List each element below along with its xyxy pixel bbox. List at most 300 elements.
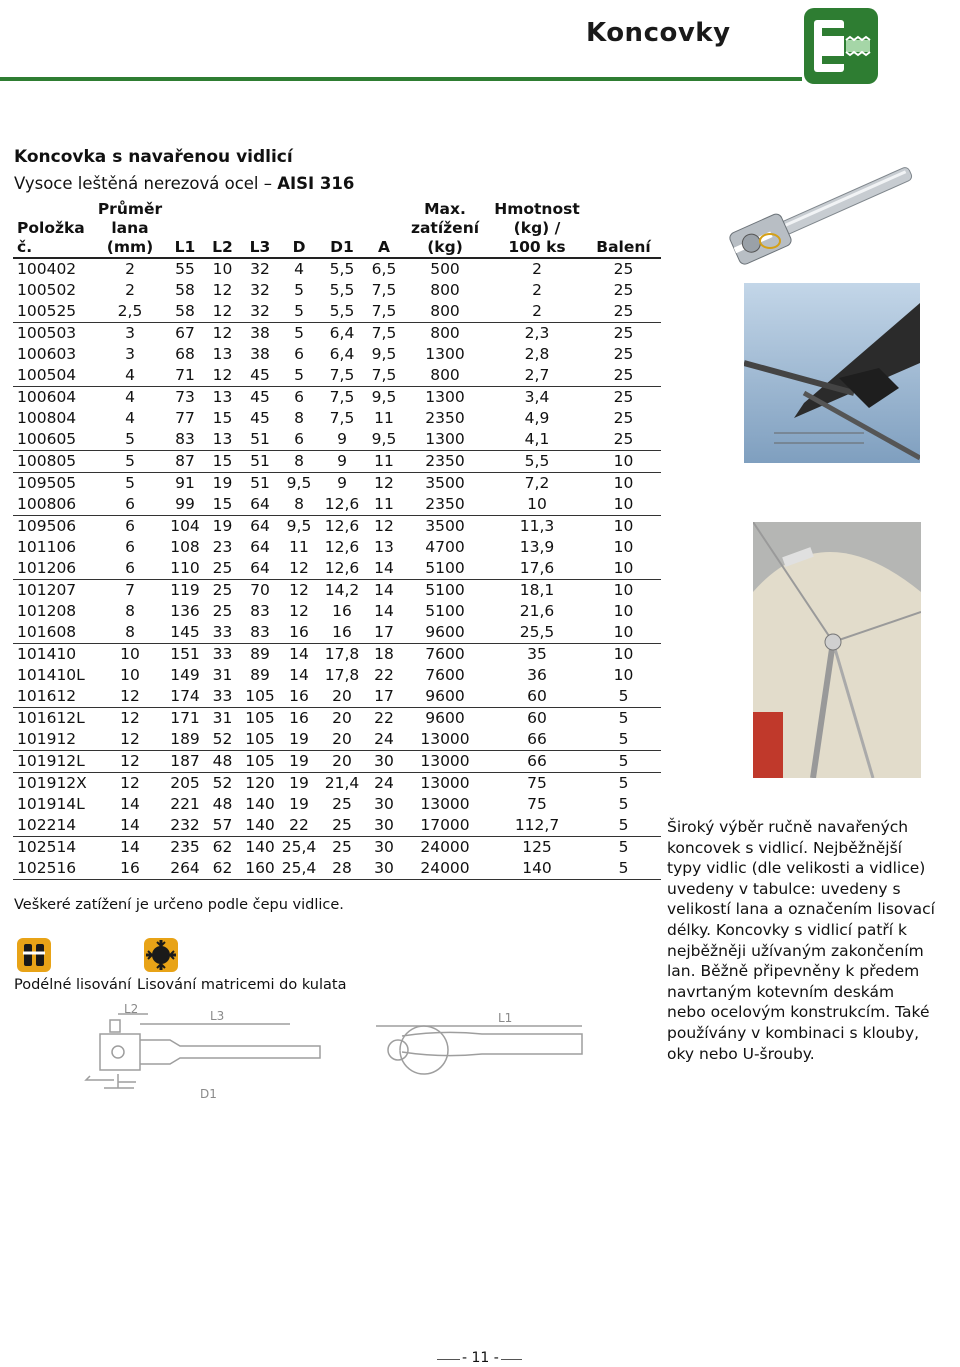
table-cell: 4,1	[524, 430, 550, 448]
table-cell: 12,6	[324, 517, 360, 535]
table-cell: 2350	[425, 409, 465, 427]
table-row	[13, 686, 661, 708]
table-row	[13, 858, 661, 880]
table-cell: 3500	[425, 517, 465, 535]
table-cell: 101612	[17, 687, 77, 705]
table-cell: 16	[120, 859, 140, 877]
table-cell: 235	[170, 838, 200, 856]
table-cell: 6	[294, 345, 304, 363]
table-row	[13, 451, 661, 473]
table-cell: 25	[332, 816, 352, 834]
table-cell: 32	[250, 260, 270, 278]
column-header	[318, 200, 366, 258]
table-cell: 8	[125, 623, 135, 641]
table-cell: 151	[170, 645, 200, 663]
table-cell: 100806	[17, 495, 77, 513]
table-cell: 5	[618, 859, 629, 877]
table-cell: 100805	[17, 452, 77, 470]
table-cell: 7	[125, 581, 135, 599]
table-cell: 104	[170, 517, 200, 535]
column-header	[366, 200, 402, 258]
description-text: Široký výběr ručně navařených koncovek s vidlicí. Nejběžnější typy vidlic (dle velikosti a vidlice) uvedeny v tabulce: uvedeny s velikostí lana a označením lisovací délky. Koncovky s vidlicí patří k nejběžněji užívaným zakončením lan. Běžně připevněny k předem navrtaným kotevním deskám nebo ocelovým konstrukcím. Také používány v kombinaci s klouby, oky nebo U-šrouby.	[667, 818, 935, 1063]
table-cell: 4	[125, 388, 135, 406]
table-cell: 10	[120, 645, 140, 663]
header-rule	[0, 77, 802, 81]
table-cell: 17	[374, 687, 394, 705]
table-cell: 14	[374, 581, 394, 599]
table-cell: 25	[613, 281, 634, 299]
table-cell: 19	[212, 474, 233, 492]
column-header-line: Průměr	[97, 200, 163, 218]
table-cell: 6	[294, 430, 304, 448]
table-cell: 66	[527, 730, 547, 748]
table-row	[13, 537, 661, 558]
table-cell: 12	[120, 752, 140, 770]
table-cell: 10	[613, 452, 634, 470]
table-cell: 136	[170, 602, 200, 620]
table-cell: 7,5	[329, 388, 355, 406]
table-cell: 105	[245, 687, 275, 705]
table-cell: 51	[250, 452, 270, 470]
table-cell: 205	[170, 774, 200, 792]
table-cell: 16	[289, 709, 309, 727]
table-cell: 14	[120, 816, 140, 834]
table-cell: 4	[125, 366, 135, 384]
column-header	[586, 200, 661, 258]
table-cell: 5100	[425, 581, 465, 599]
table-cell: 5	[618, 816, 629, 834]
table-cell: 189	[170, 730, 200, 748]
table-cell: 800	[430, 366, 460, 384]
table-cell: 5	[618, 774, 629, 792]
table-cell: 8	[294, 409, 304, 427]
column-header-line: (kg)	[427, 238, 463, 256]
table-cell: 101207	[17, 581, 77, 599]
table-cell: 18,1	[519, 581, 555, 599]
table-cell: 125	[522, 838, 552, 856]
table-cell: 5,5	[329, 260, 355, 278]
table-cell: 14,2	[324, 581, 360, 599]
table-cell: 6,4	[329, 345, 355, 363]
table-cell: 8	[294, 452, 304, 470]
table-cell: 9,5	[286, 474, 312, 492]
table-cell: 9,5	[371, 388, 397, 406]
column-header-line: (kg) /	[513, 219, 561, 237]
table-cell: 5	[125, 452, 135, 470]
column-header-line: lana	[111, 219, 149, 237]
table-cell: 75	[527, 774, 547, 792]
page-number: - 11 -	[462, 1350, 499, 1366]
subtitle-material: AISI 316	[277, 174, 355, 193]
table-cell: 105	[245, 730, 275, 748]
table-cell: 21,4	[324, 774, 360, 792]
table-cell: 22	[289, 816, 309, 834]
table-cell: 102514	[17, 838, 77, 856]
table-row	[13, 473, 661, 495]
spec-table-body	[13, 258, 661, 880]
table-cell: 83	[175, 430, 195, 448]
table-row	[13, 601, 661, 622]
table-cell: 6,4	[329, 324, 355, 342]
table-row	[13, 751, 661, 773]
table-cell: 149	[170, 666, 200, 684]
table-cell: 100402	[17, 260, 77, 278]
table-cell: 12,6	[324, 559, 360, 577]
table-row	[13, 280, 661, 301]
table-cell: 18	[374, 645, 394, 663]
table-cell: 15	[212, 452, 233, 470]
table-cell: 2350	[425, 452, 465, 470]
table-cell: 16	[332, 623, 352, 641]
table-cell: 70	[250, 581, 270, 599]
installation-photo-1	[744, 283, 920, 463]
table-cell: 12	[120, 730, 140, 748]
dimension-drawing	[0, 1000, 650, 1130]
dim-label-l2: L2	[124, 1002, 139, 1016]
column-header-line: L1	[174, 238, 196, 256]
table-cell: 1300	[425, 388, 465, 406]
fork-terminal-photo	[722, 155, 922, 270]
table-row	[13, 323, 661, 345]
table-cell: 2350	[425, 495, 465, 513]
column-header-line: Max.	[424, 200, 466, 218]
table-cell: 64	[250, 538, 270, 556]
table-cell: 25	[613, 260, 634, 278]
table-cell: 14	[120, 838, 140, 856]
table-cell: 25	[613, 388, 634, 406]
page-title: Koncovky	[586, 18, 731, 48]
table-header-row	[13, 200, 661, 258]
table-cell: 73	[175, 388, 195, 406]
column-header-line: č.	[17, 238, 33, 256]
table-cell: 100502	[17, 281, 77, 299]
table-cell: 20	[332, 730, 352, 748]
table-cell: 14	[374, 559, 394, 577]
table-cell: 13000	[420, 774, 470, 792]
table-cell: 19	[289, 795, 309, 813]
table-cell: 101206	[17, 559, 77, 577]
table-cell: 5	[125, 430, 135, 448]
table-row	[13, 558, 661, 580]
table-cell: 25	[332, 795, 352, 813]
table-cell: 30	[374, 859, 394, 877]
table-cell: 25	[613, 366, 634, 384]
table-cell: 5	[618, 752, 629, 770]
table-cell: 101106	[17, 538, 77, 556]
table-cell: 101608	[17, 623, 77, 641]
table-cell: 11	[289, 538, 309, 556]
table-cell: 102516	[17, 859, 77, 877]
table-row	[13, 429, 661, 451]
table-cell: 13,9	[519, 538, 555, 556]
table-cell: 145	[170, 623, 200, 641]
table-cell: 9600	[425, 709, 465, 727]
table-cell: 60	[527, 709, 547, 727]
table-cell: 2,7	[524, 366, 550, 384]
table-cell: 19	[289, 730, 309, 748]
table-row	[13, 644, 661, 666]
table-row	[13, 708, 661, 730]
table-row	[13, 665, 661, 686]
table-cell: 9,5	[371, 345, 397, 363]
table-cell: 66	[527, 752, 547, 770]
table-cell: 48	[212, 795, 233, 813]
table-cell: 1300	[425, 430, 465, 448]
table-cell: 13	[374, 538, 394, 556]
table-cell: 12	[212, 302, 233, 320]
dim-label-d1: D1	[200, 1087, 217, 1101]
table-cell: 25	[613, 324, 634, 342]
table-cell: 36	[527, 666, 547, 684]
table-cell: 25,4	[281, 838, 317, 856]
table-cell: 15	[212, 495, 233, 513]
table-cell: 100804	[17, 409, 77, 427]
table-cell: 16	[289, 623, 309, 641]
table-cell: 5,5	[524, 452, 550, 470]
table-cell: 64	[250, 559, 270, 577]
table-cell: 5,5	[329, 302, 355, 320]
table-cell: 108	[170, 538, 200, 556]
table-cell: 9600	[425, 623, 465, 641]
table-row	[13, 344, 661, 365]
table-cell: 20	[332, 752, 352, 770]
table-cell: 174	[170, 687, 200, 705]
table-cell: 12	[289, 602, 309, 620]
table-cell: 10	[613, 666, 634, 684]
table-cell: 10	[613, 602, 634, 620]
column-header-line: A	[378, 238, 390, 256]
table-cell: 10	[613, 623, 634, 641]
table-cell: 800	[430, 302, 460, 320]
table-cell: 5	[618, 838, 629, 856]
table-row	[13, 622, 661, 644]
table-cell: 45	[250, 409, 270, 427]
table-cell: 7,5	[329, 366, 355, 384]
table-cell: 25	[332, 838, 352, 856]
table-cell: 24000	[420, 859, 470, 877]
table-cell: 20	[332, 709, 352, 727]
table-cell: 101410L	[17, 666, 85, 684]
table-cell: 7,5	[371, 281, 397, 299]
table-row	[13, 387, 661, 409]
table-cell: 24	[374, 774, 394, 792]
table-cell: 14	[289, 645, 309, 663]
table-cell: 6	[125, 495, 135, 513]
table-cell: 23	[212, 538, 233, 556]
table-cell: 105	[245, 752, 275, 770]
table-cell: 38	[250, 345, 270, 363]
table-cell: 12	[289, 581, 309, 599]
table-cell: 5	[618, 730, 629, 748]
table-cell: 101208	[17, 602, 77, 620]
table-cell: 25,4	[281, 859, 317, 877]
table-cell: 101914L	[17, 795, 85, 813]
table-cell: 7,5	[371, 366, 397, 384]
table-cell: 9600	[425, 687, 465, 705]
table-cell: 24	[374, 730, 394, 748]
table-cell: 10	[613, 517, 634, 535]
section-subtitle	[14, 174, 354, 193]
table-cell: 221	[170, 795, 200, 813]
table-cell: 17,8	[324, 645, 360, 663]
dim-label-l1: L1	[498, 1011, 513, 1025]
table-cell: 35	[527, 645, 547, 663]
column-header-line: L3	[249, 238, 271, 256]
table-cell: 171	[170, 709, 200, 727]
column-header-line: D1	[330, 238, 354, 256]
table-cell: 264	[170, 859, 200, 877]
table-cell: 48	[212, 752, 233, 770]
table-cell: 9	[337, 474, 347, 492]
table-cell: 109505	[17, 474, 77, 492]
table-row	[13, 408, 661, 429]
table-cell: 12,6	[324, 495, 360, 513]
table-cell: 5,5	[329, 281, 355, 299]
table-cell: 58	[175, 302, 195, 320]
load-note: Veškeré zatížení je určeno podle čepu vidlice.	[14, 897, 344, 913]
table-cell: 5100	[425, 559, 465, 577]
table-cell: 5100	[425, 602, 465, 620]
table-cell: 25	[212, 559, 233, 577]
table-cell: 2	[125, 260, 135, 278]
table-cell: 30	[374, 752, 394, 770]
column-header	[165, 200, 205, 258]
table-cell: 11	[374, 409, 394, 427]
table-cell: 101912	[17, 730, 77, 748]
table-cell: 3	[125, 324, 135, 342]
table-cell: 30	[374, 795, 394, 813]
table-cell: 9	[337, 430, 347, 448]
table-cell: 99	[175, 495, 195, 513]
table-cell: 12,6	[324, 538, 360, 556]
table-cell: 52	[212, 774, 233, 792]
table-cell: 12	[374, 517, 394, 535]
table-cell: 51	[250, 474, 270, 492]
table-cell: 16	[332, 602, 352, 620]
column-header	[280, 200, 318, 258]
table-cell: 4,9	[524, 409, 550, 427]
column-header-line: D	[292, 238, 306, 256]
table-cell: 10	[613, 538, 634, 556]
table-cell: 62	[212, 838, 233, 856]
table-cell: 140	[245, 838, 275, 856]
table-row	[13, 301, 661, 323]
table-row	[13, 794, 661, 815]
table-cell: 12	[212, 366, 233, 384]
table-cell: 89	[250, 645, 270, 663]
table-cell: 12	[289, 559, 309, 577]
table-cell: 12	[120, 709, 140, 727]
table-cell: 11	[374, 452, 394, 470]
table-cell: 15	[212, 409, 233, 427]
table-cell: 100605	[17, 430, 77, 448]
table-cell: 3,4	[524, 388, 550, 406]
column-header	[95, 200, 165, 258]
table-cell: 2	[532, 281, 542, 299]
table-cell: 9,5	[371, 430, 397, 448]
table-cell: 160	[245, 859, 275, 877]
table-cell: 7,5	[329, 409, 355, 427]
table-cell: 45	[250, 388, 270, 406]
round-press-label: Lisování matricemi do kulata	[137, 977, 347, 993]
table-cell: 62	[212, 859, 233, 877]
table-cell: 33	[212, 645, 233, 663]
table-cell: 17,6	[519, 559, 555, 577]
table-cell: 68	[175, 345, 195, 363]
table-cell: 12	[120, 687, 140, 705]
table-cell: 2,8	[524, 345, 550, 363]
table-cell: 91	[175, 474, 195, 492]
table-cell: 800	[430, 324, 460, 342]
column-header	[13, 200, 95, 258]
table-cell: 21,6	[519, 602, 555, 620]
table-cell: 51	[250, 430, 270, 448]
table-row	[13, 815, 661, 837]
table-cell: 5	[294, 302, 304, 320]
table-cell: 5	[294, 366, 304, 384]
table-cell: 13000	[420, 795, 470, 813]
table-cell: 25	[613, 409, 634, 427]
table-cell: 10	[120, 666, 140, 684]
table-cell: 100525	[17, 302, 77, 320]
table-cell: 87	[175, 452, 195, 470]
table-cell: 10	[613, 474, 634, 492]
table-cell: 14	[120, 795, 140, 813]
column-header-line: L2	[212, 238, 233, 256]
installation-photo-2	[753, 522, 921, 778]
table-row	[13, 258, 661, 280]
table-cell: 187	[170, 752, 200, 770]
subtitle-prefix: Vysoce leštěná nerezová ocel –	[14, 174, 278, 193]
table-cell: 60	[527, 687, 547, 705]
table-cell: 7600	[425, 645, 465, 663]
table-cell: 4	[294, 260, 304, 278]
table-cell: 101612L	[17, 709, 85, 727]
column-header	[402, 200, 488, 258]
table-cell: 101410	[17, 645, 77, 663]
longitudinal-press-label: Podélné lisování	[14, 977, 132, 993]
table-cell: 120	[245, 774, 275, 792]
table-cell: 14	[289, 666, 309, 684]
longitudinal-press-icon	[16, 937, 52, 973]
table-row	[13, 365, 661, 387]
table-cell: 77	[175, 409, 195, 427]
table-row	[13, 516, 661, 538]
round-press-icon	[143, 937, 179, 973]
table-cell: 101912L	[17, 752, 85, 770]
table-cell: 89	[250, 666, 270, 684]
section-title: Koncovka s navařenou vidlicí	[14, 147, 293, 167]
table-cell: 45	[250, 366, 270, 384]
table-cell: 13	[212, 345, 233, 363]
table-cell: 5	[618, 709, 629, 727]
table-cell: 13000	[420, 730, 470, 748]
table-cell: 31	[212, 666, 233, 684]
table-cell: 110	[170, 559, 200, 577]
table-cell: 13000	[420, 752, 470, 770]
column-header	[488, 200, 586, 258]
table-cell: 5	[618, 687, 629, 705]
table-cell: 11	[374, 495, 394, 513]
table-cell: 32	[250, 302, 270, 320]
table-cell: 71	[175, 366, 195, 384]
table-cell: 6	[125, 517, 135, 535]
table-cell: 32	[250, 281, 270, 299]
table-cell: 100504	[17, 366, 77, 384]
table-cell: 67	[175, 324, 195, 342]
table-cell: 8	[125, 602, 135, 620]
table-cell: 3	[125, 345, 135, 363]
